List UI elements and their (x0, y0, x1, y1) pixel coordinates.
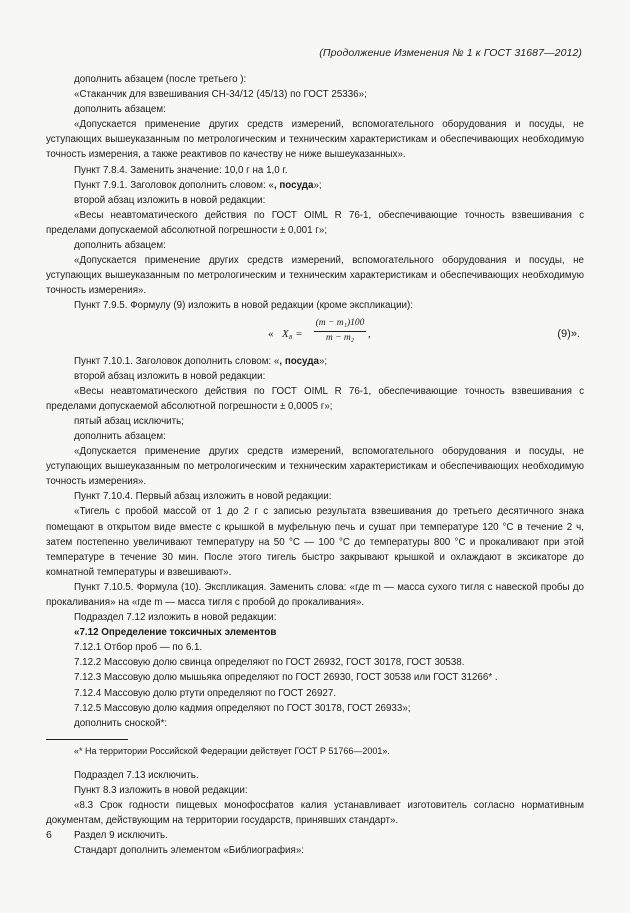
footnote: «* На территории Российской Федерации действует ГОСТ Р 51766—2001». (74, 745, 390, 756)
formula-number: (9)». (557, 327, 580, 340)
bold-text-run: , посуда (273, 179, 314, 191)
paragraph: 7.12.1 Отбор проб — по 6.1. (74, 642, 203, 654)
section-heading: «7.12 Определение токсичных элементов (74, 627, 277, 639)
paragraph: второй абзац изложить в новой редакции: (74, 370, 266, 382)
formula-9 (46, 317, 584, 350)
paragraph: 7.12.4 Массовую долю ртути определяют по ГОСТ 26927. (74, 687, 337, 699)
footnote-separator (46, 739, 128, 740)
text-run: Пункт 7.10.1. Заголовок дополнить словом: « (74, 355, 280, 367)
paragraph: Пункт 8.3 изложить в новой редакции: (74, 785, 248, 797)
paragraph: «8.3 Срок годности пищевых монофосфатов калия устанавливает изготовитель согласно нормативным документам, действующим на территории государств, принявших стандарт». (46, 800, 584, 827)
paragraph: «Тигель с пробой массой от 1 до 2 г с записью результата взвешивания до третьего десятичного знака помещают в открытом виде вместе с крышкой в муфельную печь и сушат при температуре 120 °С в течение 2 ч, затем постепенно увеличивают температуру на 50 °С — 100 °С до температуры 800 °С и прокаливают при этой температуре в течение 30 мин. После этого тигель быстро закрывают крышкой и охлаждают в эксикаторе до комнатной температуры и взвешивают». (46, 506, 584, 578)
text-run: »; (313, 179, 322, 191)
paragraph: дополнить абзацем (после третьего ): (74, 74, 247, 85)
formula-lhs: X₈ = (282, 327, 303, 340)
paragraph: второй абзац изложить в новой редакции: (74, 194, 266, 206)
document-body (46, 72, 584, 859)
paragraph: «Допускается применение других средств измерений, вспомогательного оборудования и посуды, не уступающих вышеуказанным по метрологическим и техническим характеристикам и обеспечивающих необходимую точность измерения». (46, 255, 584, 297)
paragraph: Пункт 7.10.4. Первый абзац изложить в новой редакции: (74, 491, 332, 503)
paragraph (46, 354, 584, 369)
paragraph: «Допускается применение других средств измерений, вспомогательного оборудования и посуды, не уступающих вышеуказанным по метрологическим и техническим характеристикам и обеспечивающих необходимую точность измерения, а также реактивов по качеству не ниже вышеуказанных». (46, 119, 584, 161)
formula-numerator: (m − m₁)100 (314, 317, 366, 332)
paragraph: 7.12.3 Массовую долю мышьяка определяют по ГОСТ 26930, ГОСТ 30538 или ГОСТ 31266* . (74, 672, 498, 684)
paragraph: Подраздел 7.13 исключить. (74, 769, 199, 781)
paragraph: Раздел 9 исключить. (74, 830, 168, 842)
paragraph: Подраздел 7.12 изложить в новой редакции: (74, 612, 277, 624)
paragraph: Пункт 7.8.4. Заменить значение: 10,0 г на 1,0 г. (74, 164, 288, 176)
paragraph: дополнить абзацем: (74, 240, 166, 252)
paragraph (46, 178, 584, 193)
paragraph: 7.12.5 Массовую долю кадмия определяют по ГОСТ 30178, ГОСТ 26933»; (74, 702, 411, 714)
paragraph: Пункт 7.10.5. Формула (10). Экспликация. Заменить слова: «где m — масса сухого тигля с навеской пробы до прокаливания» на «где m — масса тигля с пробой до прокаливания». (46, 581, 584, 608)
paragraph: Пункт 7.9.5. Формулу (9) изложить в новой редакции (кроме экспликации): (74, 300, 414, 312)
formula-open-quote: « (268, 327, 274, 340)
paragraph: дополнить сноской*: (74, 717, 168, 729)
bold-text-run: , посуда (279, 355, 319, 367)
formula-fraction (314, 317, 366, 345)
page-number: 6 (46, 829, 52, 841)
formula-comma: , (368, 327, 371, 340)
paragraph: 7.12.2 Массовую долю свинца определяют по ГОСТ 26932, ГОСТ 30178, ГОСТ 30538. (74, 657, 465, 669)
paragraph: дополнить абзацем: (74, 430, 166, 442)
formula-denominator: m − m₂ (325, 332, 355, 343)
paragraph: «Стаканчик для взвешивания СН-34/12 (45/13) по ГОСТ 25336»; (74, 89, 367, 101)
paragraph: «Допускается применение других средств измерений, вспомогательного оборудования и посуды, не уступающих вышеуказанным по метрологическим и техническим характеристикам и обеспечивающих необходимую точность измерения». (46, 446, 584, 488)
paragraph: «Весы неавтоматического действия по ГОСТ OIML R 76-1, обеспечивающие точность взвешивания с пределами допускаемой абсолютной погрешности ± 0,0005 г»; (46, 385, 584, 412)
paragraph: дополнить абзацем: (74, 104, 166, 116)
paragraph: пятый абзац исключить; (74, 415, 184, 427)
page-header: (Продолжение Изменения № 1 к ГОСТ 31687—2012) (319, 47, 582, 59)
text-run: »; (318, 355, 328, 367)
paragraph: «Весы неавтоматического действия по ГОСТ OIML R 76-1, обеспечивающие точность взвешивания с пределами допускаемой абсолютной погрешности ± 0,001 г»; (46, 209, 584, 236)
paragraph: Стандарт дополнить элементом «Библиография»: (74, 845, 304, 857)
text-run: Пункт 7.9.1. Заголовок дополнить словом: « (74, 179, 274, 191)
